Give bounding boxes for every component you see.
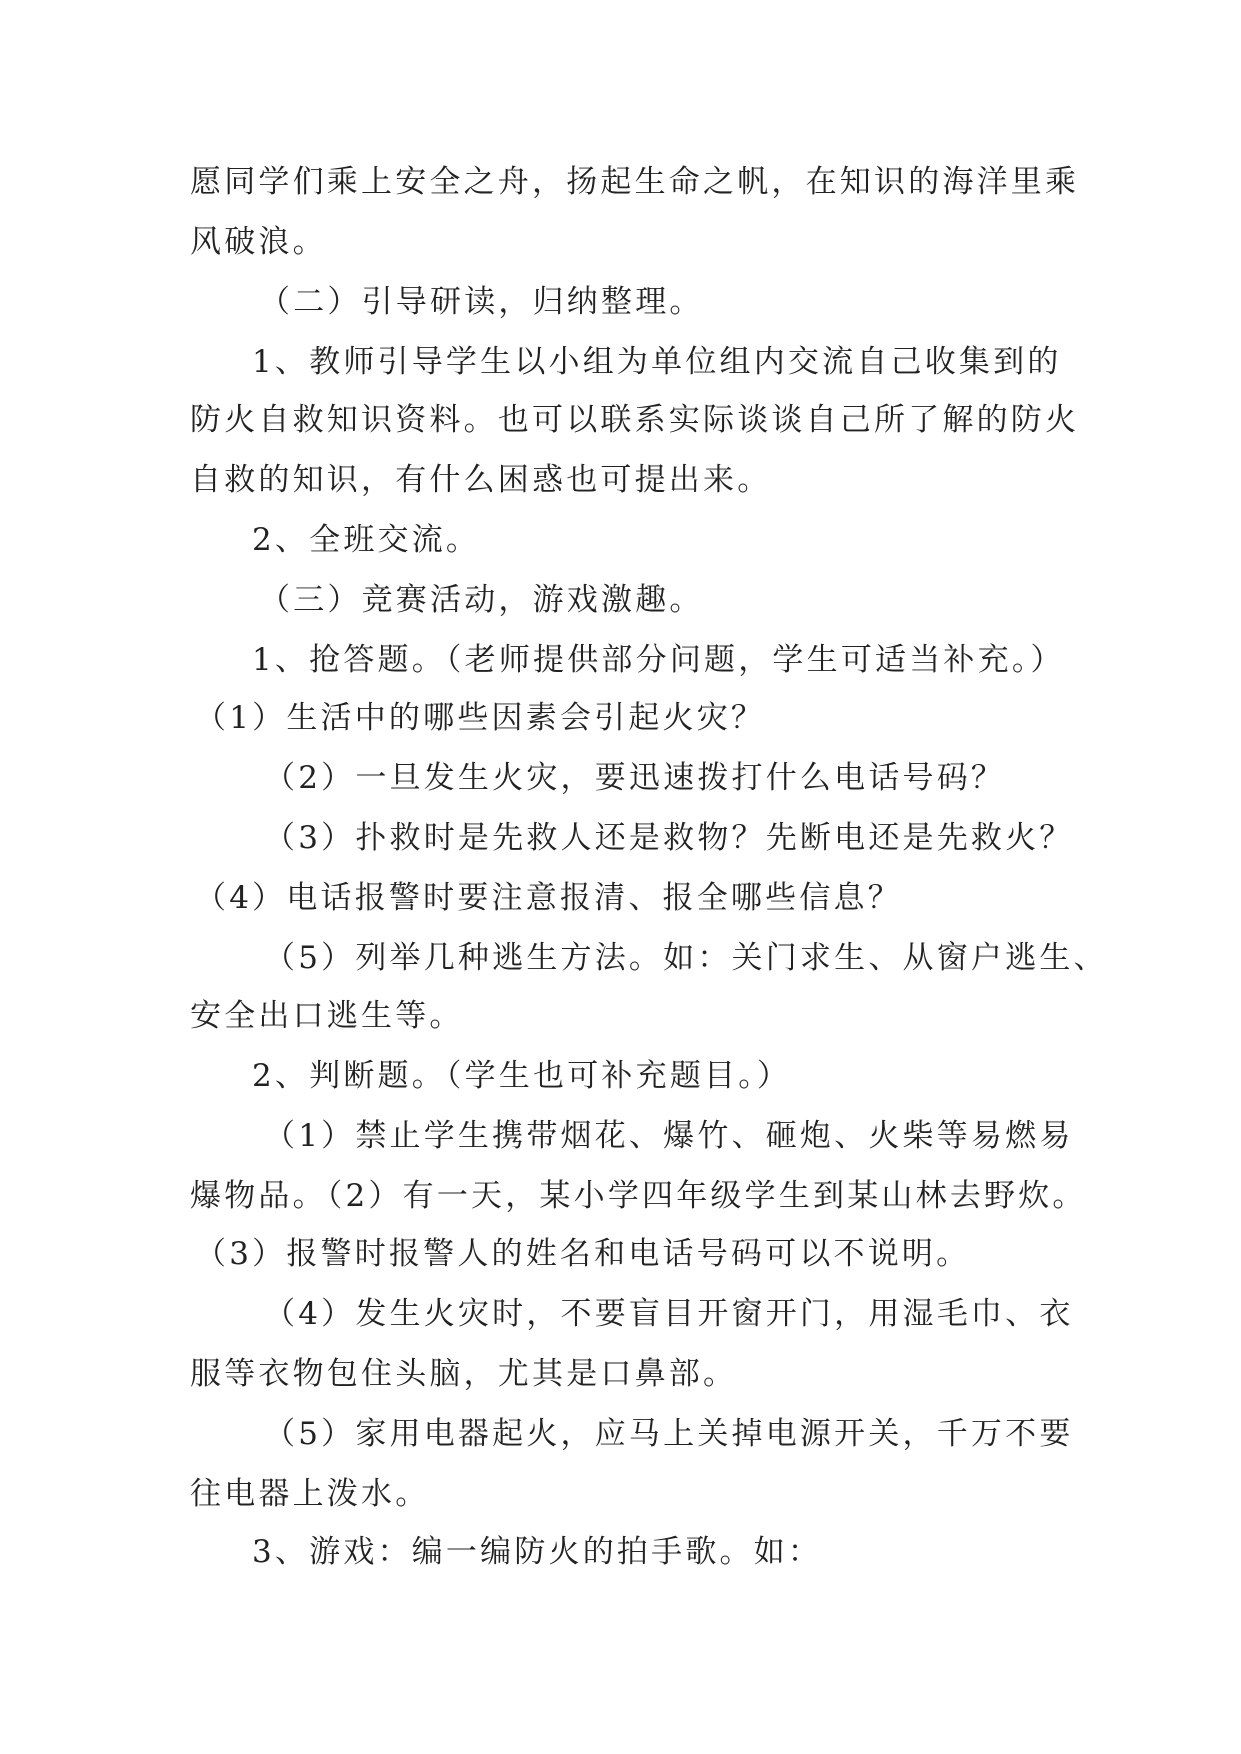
paragraph-line: 安全出口逃生等。	[190, 998, 464, 1034]
paragraph-line: 爆物品。（2）有一天，某小学四年级学生到某山林去野炊。	[190, 1178, 1087, 1214]
question-item: （5）列举几种逃生方法。如：关门求生、从窗户逃生、	[264, 940, 1108, 976]
question-item: （5）家用电器起火，应马上关掉电源开关，千万不要	[264, 1416, 1074, 1452]
paragraph-line: 2、判断题。（学生也可补充题目。）	[252, 1058, 792, 1094]
question-item: （2）一旦发生火灾，要迅速拨打什么电话号码？	[264, 760, 1006, 796]
question-item: （1）生活中的哪些因素会引起火灾？	[195, 700, 766, 736]
paragraph-line: 往电器上泼水。	[190, 1476, 430, 1512]
paragraph-line: 防火自救知识资料。也可以联系实际谈谈自己所了解的防火	[190, 402, 1080, 438]
paragraph-line: 风破浪。	[190, 224, 327, 260]
paragraph-line: 自救的知识，有什么困惑也可提出来。	[190, 462, 772, 498]
paragraph-line: 1、抢答题。（老师提供部分问题，学生可适当补充。）	[252, 642, 1065, 678]
question-item: （1）禁止学生携带烟花、爆竹、砸炮、火柴等易燃易	[264, 1118, 1074, 1154]
question-item: （3）报警时报警人的姓名和电话号码可以不说明。	[195, 1236, 971, 1272]
paragraph-line: 2、全班交流。	[252, 522, 481, 558]
section-heading: （二）引导研读，归纳整理。	[259, 284, 704, 320]
paragraph-line: 3、游戏：编一编防火的拍手歌。如：	[252, 1534, 823, 1570]
question-item: （4）发生火灾时，不要盲目开窗开门，用湿毛巾、衣	[264, 1296, 1074, 1332]
question-item: （4）电话报警时要注意报清、报全哪些信息？	[195, 880, 902, 916]
paragraph-line: 服等衣物包住头脑，尤其是口鼻部。	[190, 1356, 738, 1392]
paragraph-line: 愿同学们乘上安全之舟，扬起生命之帆，在知识的海洋里乘	[190, 164, 1080, 200]
section-heading: （三）竞赛活动，游戏激趣。	[259, 582, 704, 618]
paragraph-line: 1、教师引导学生以小组为单位组内交流自己收集到的	[252, 344, 1062, 380]
question-item: （3）扑救时是先救人还是救物？先断电还是先救火？	[264, 820, 1074, 856]
